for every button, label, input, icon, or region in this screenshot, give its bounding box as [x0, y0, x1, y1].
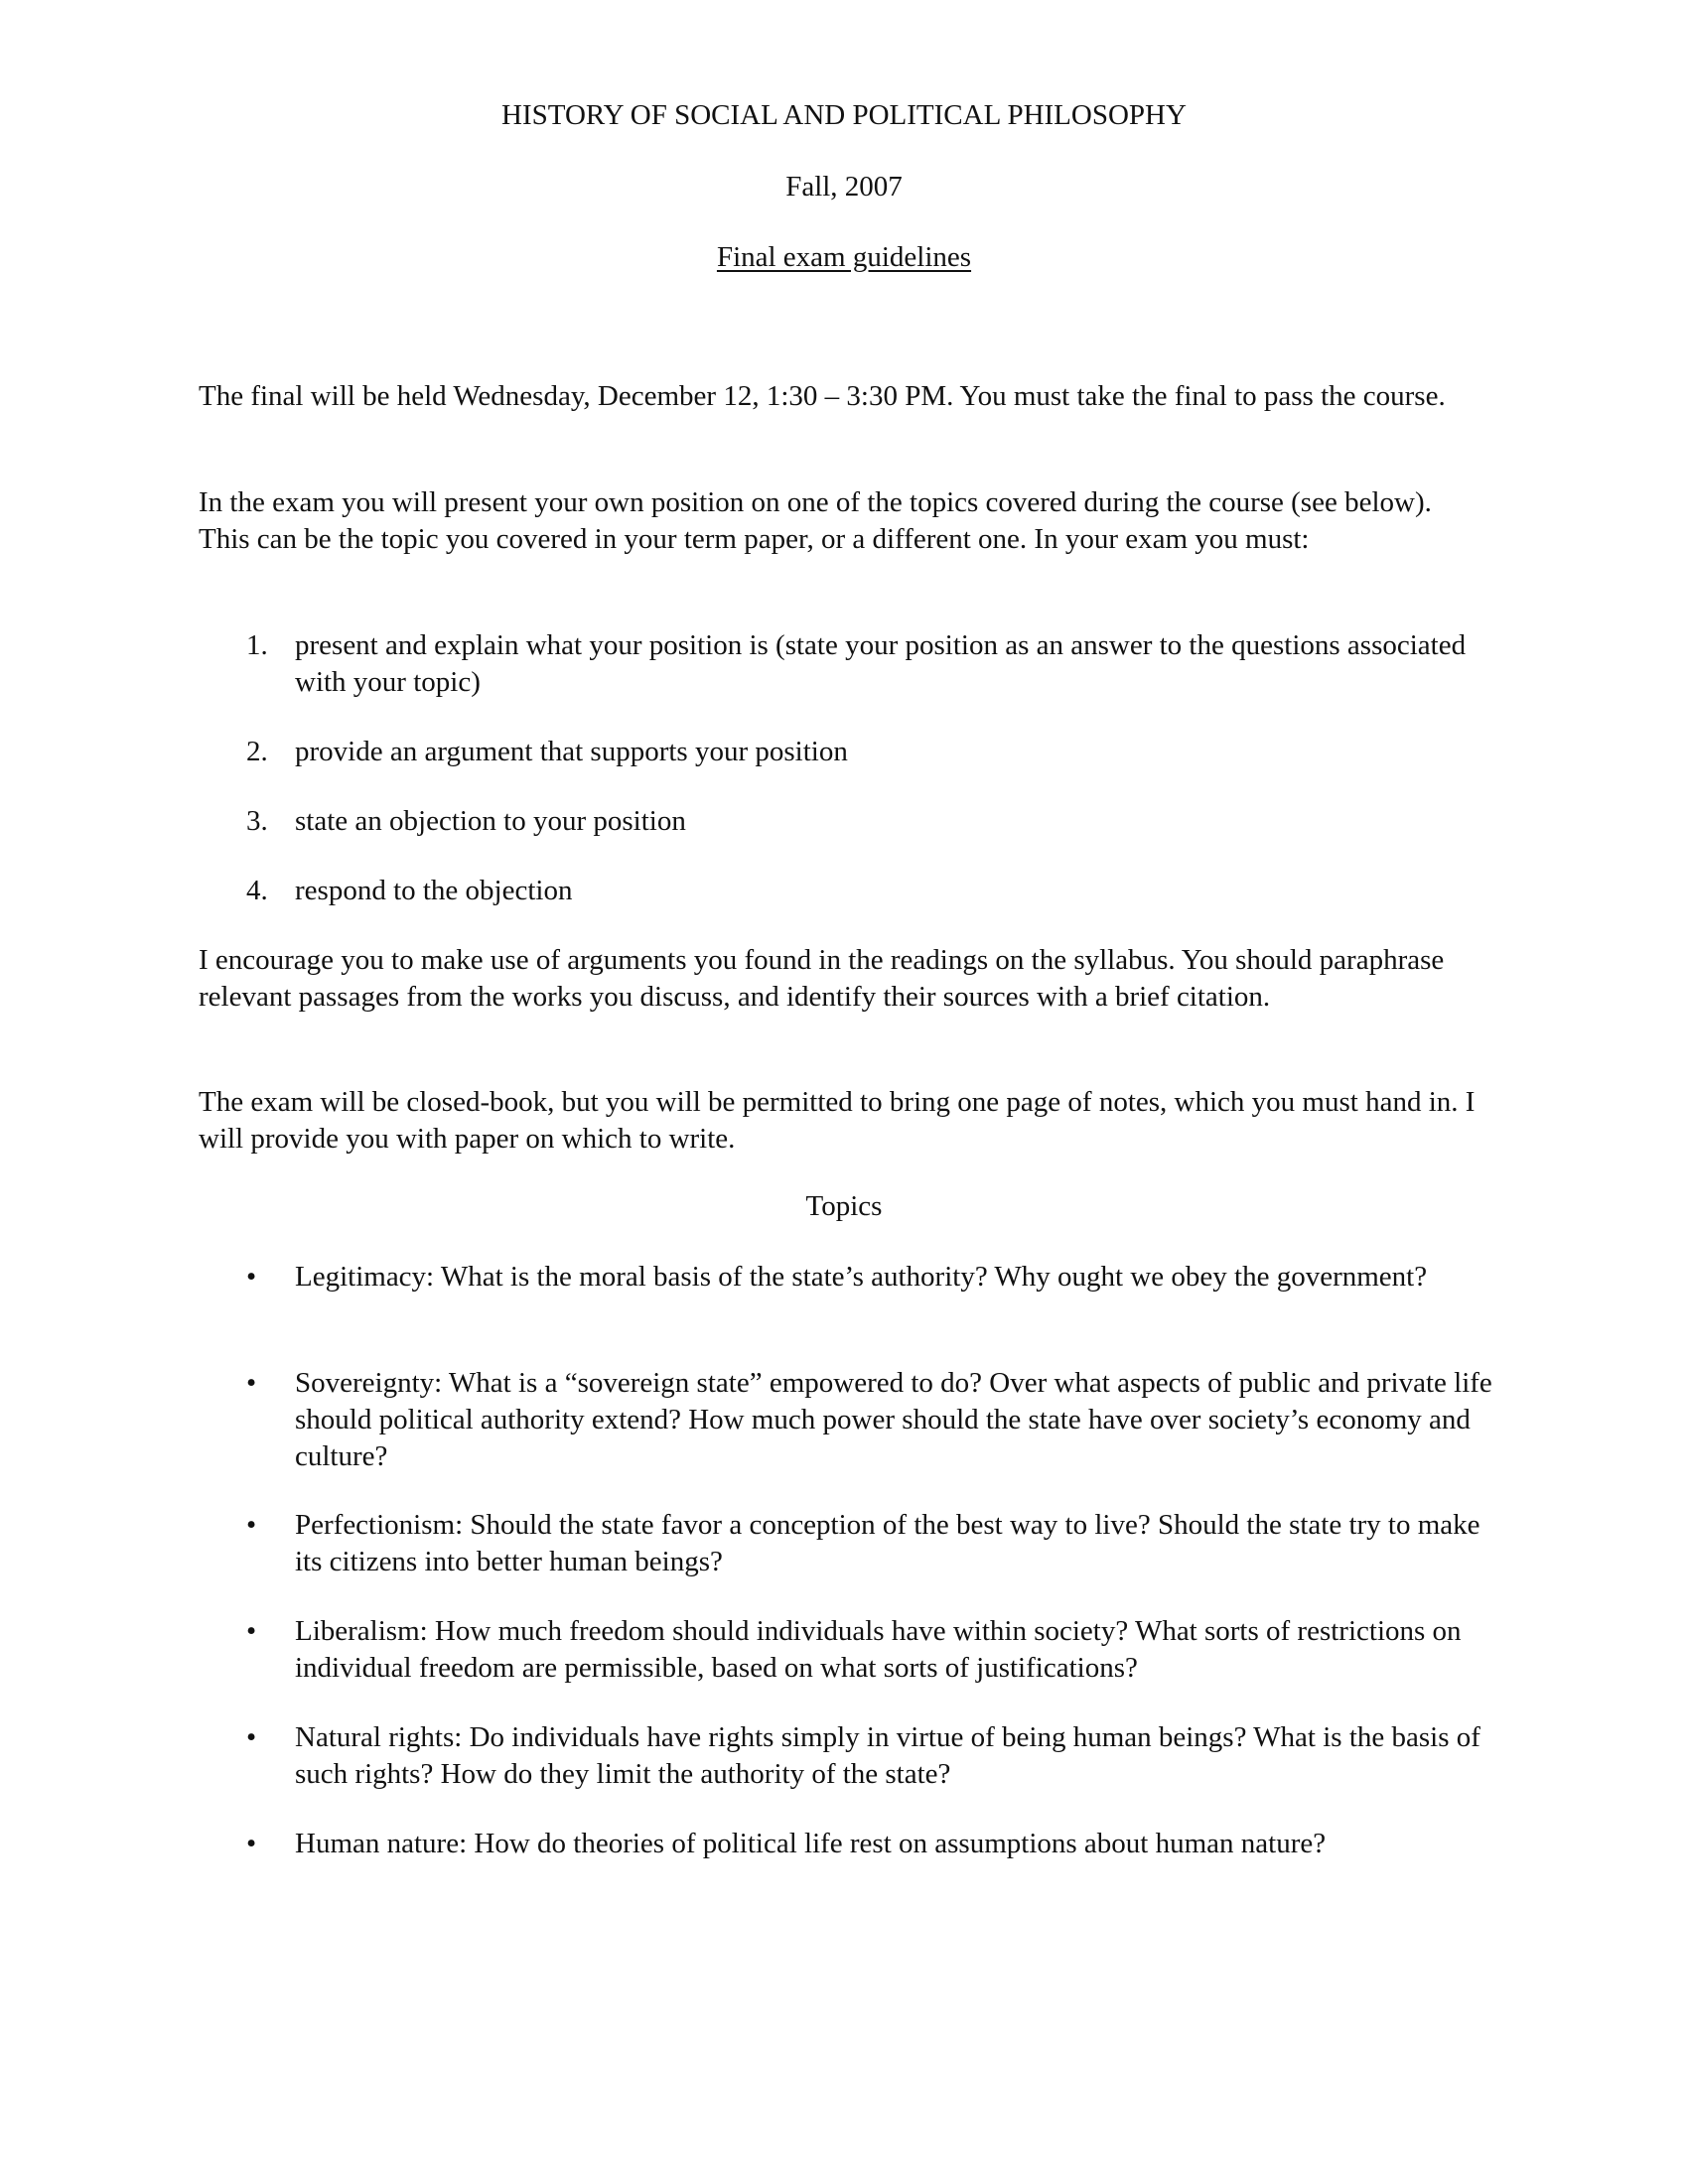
- list-number: 1.: [246, 629, 268, 661]
- topics-heading: Topics: [805, 1190, 883, 1222]
- topic-text: Sovereignty: What is a “sovereign state” empowered to do? Over what aspects of public and private life should political authority extend? How much power should the state have over society’s economy and culture?: [295, 1367, 1492, 1472]
- topic-text: Legitimacy: What is the moral basis of the state’s authority? Why ought we obey the government?: [295, 1261, 1428, 1293]
- bullet: •: [246, 1828, 257, 1859]
- topic-text: Liberalism: How much freedom should individuals have within society? What sorts of restrictions on individual freedom are permissible, based on what sorts of justifications?: [295, 1615, 1462, 1684]
- list-item-text: respond to the objection: [295, 875, 573, 906]
- list-number: 2.: [246, 736, 268, 767]
- bullet: •: [246, 1509, 257, 1541]
- intro-paragraph-1: The final will be held Wednesday, December 12, 1:30 – 3:30 PM. You must take the final to pass the course.: [199, 380, 1446, 412]
- course-title: HISTORY OF SOCIAL AND POLITICAL PHILOSOPHY: [501, 99, 1187, 131]
- topic-text: Natural rights: Do individuals have rights simply in virtue of being human beings? What is the basis of such rights? How do they limit the authority of the state?: [295, 1721, 1480, 1790]
- topic-text: Human nature: How do theories of political life rest on assumptions about human nature?: [295, 1828, 1327, 1859]
- list-item-text: state an objection to your position: [295, 805, 686, 837]
- body-paragraph-4: The exam will be closed-book, but you will be permitted to bring one page of notes, which you must hand in. I will provide you with paper on which to write.: [199, 1086, 1476, 1155]
- body-paragraph-3: I encourage you to make use of arguments you found in the readings on the syllabus. You should paraphrase relevant passages from the works you discuss, and identify their sources with a brief citation.: [199, 944, 1445, 1013]
- topic-text: Perfectionism: Should the state favor a conception of the best way to live? Should the state try to make its citizens into better human beings?: [295, 1509, 1480, 1577]
- doc-title: Final exam guidelines: [716, 241, 972, 273]
- list-number: 4.: [246, 875, 268, 906]
- list-number: 3.: [246, 805, 268, 837]
- intro-paragraph-2: In the exam you will present your own position on one of the topics covered during the course (see below). This can be the topic you covered in your term paper, or a different one. In your exam you must:: [199, 486, 1432, 555]
- term-label: Fall, 2007: [785, 171, 903, 203]
- doc-title-line: [0, 239, 1688, 276]
- bullet: •: [246, 1721, 257, 1753]
- bullet: •: [246, 1261, 257, 1293]
- list-item-text: provide an argument that supports your position: [295, 736, 848, 767]
- bullet: •: [246, 1367, 257, 1399]
- list-item-text: present and explain what your position is (state your position as an answer to the questions associated with your topic): [295, 629, 1467, 698]
- bullet: •: [246, 1615, 257, 1647]
